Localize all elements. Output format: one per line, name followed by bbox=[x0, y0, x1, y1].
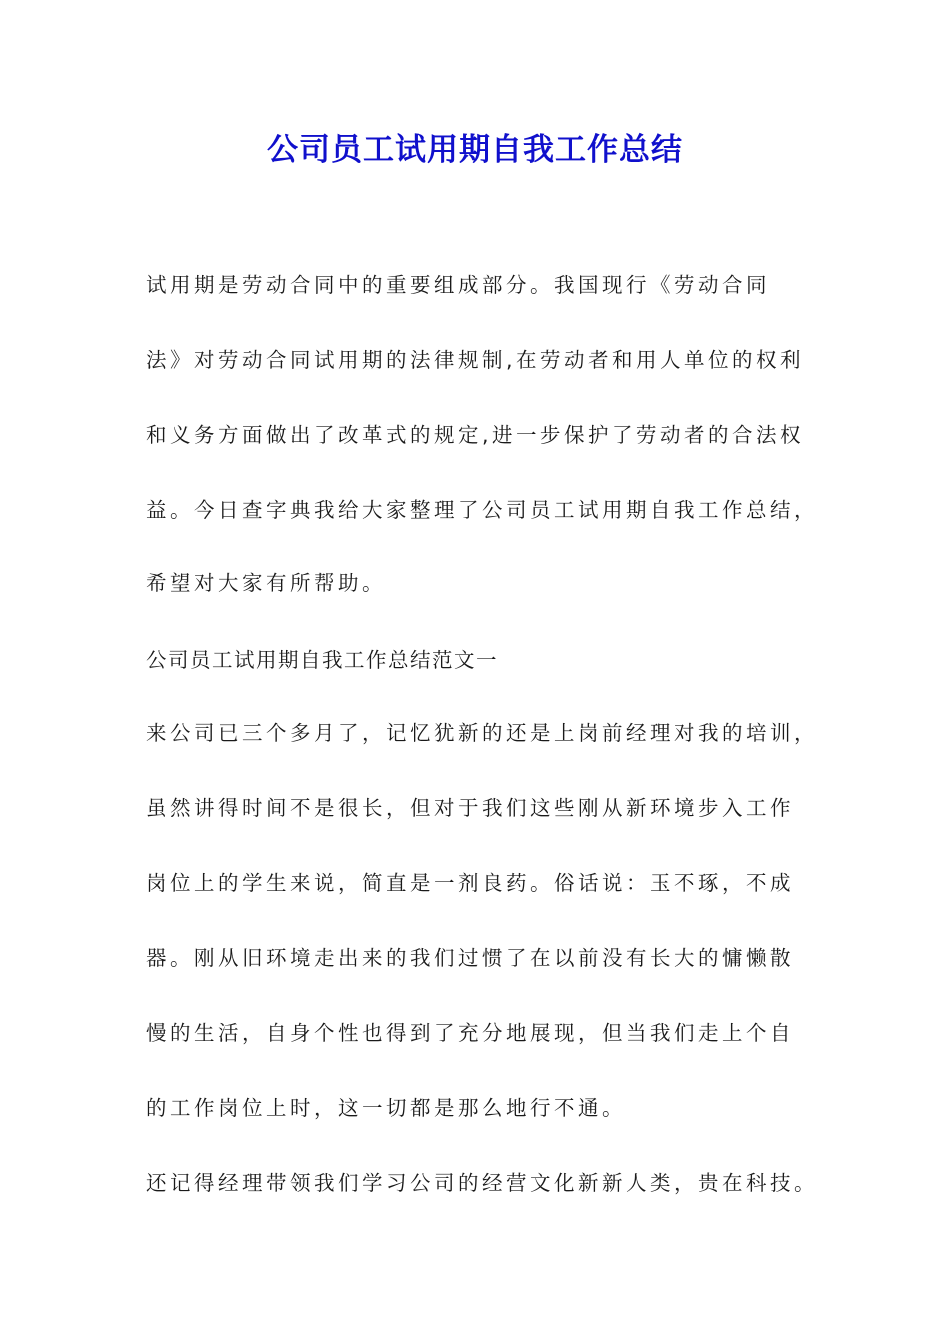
section-line: 虽然讲得时间不是很长，但对于我们这些刚从新环境步入工作 bbox=[146, 796, 794, 820]
intro-line: 和义务方面做出了改革式的规定,进一步保护了劳动者的合法权 bbox=[146, 423, 805, 447]
section-heading: 公司员工试用期自我工作总结范文一 bbox=[146, 648, 498, 672]
intro-line: 希望对大家有所帮助。 bbox=[146, 571, 386, 595]
section-line: 慢的生活，自身个性也得到了充分地展现，但当我们走上个自 bbox=[146, 1021, 794, 1045]
section-line: 器。刚从旧环境走出来的我们过惯了在以前没有长大的慵懒散 bbox=[146, 946, 794, 970]
section-line: 来公司已三个多月了，记忆犹新的还是上岗前经理对我的培训， bbox=[146, 721, 818, 745]
document-title: 公司员工试用期自我工作总结 bbox=[267, 132, 683, 168]
intro-line: 益。今日查字典我给大家整理了公司员工试用期自我工作总结， bbox=[146, 498, 818, 522]
intro-line: 法》对劳动合同试用期的法律规制,在劳动者和用人单位的权利 bbox=[146, 348, 805, 372]
section-line: 的工作岗位上时，这一切都是那么地行不通。 bbox=[146, 1096, 626, 1120]
section-line: 岗位上的学生来说，简直是一剂良药。俗话说：玉不琢，不成 bbox=[146, 871, 794, 895]
intro-line: 试用期是劳动合同中的重要组成部分。我国现行《劳动合同 bbox=[146, 273, 770, 297]
paragraph-line: 还记得经理带领我们学习公司的经营文化新新人类，贵在科技。 bbox=[146, 1171, 818, 1195]
